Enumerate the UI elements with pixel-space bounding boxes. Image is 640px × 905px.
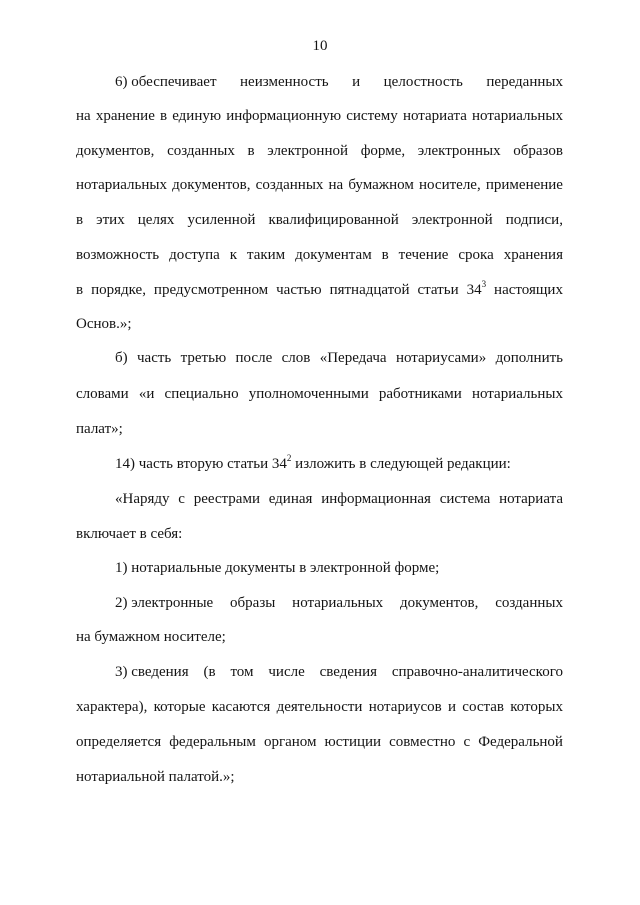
text-line: в этих целях усиленной квалифицированной электронной подписи, [76,212,563,228]
text-line: палат»; [76,421,123,437]
text-line: нотариальных документов, созданных на бумажном носителе, применение [76,177,563,193]
text-line: 2) электронные образы нотариальных документов, созданных [115,595,563,611]
text-line: 3) сведения (в том числе сведения справочно-аналитического [115,664,563,680]
text-line: 6) обеспечивает неизменность и целостность переданных [115,74,563,90]
text-line: б) часть третью после слов «Передача нотариусами» дополнить [115,350,563,366]
text-line: включает в себя: [76,526,183,542]
text-line: документов, созданных в электронной форме, электронных образов [76,143,563,159]
text-line: 14) часть вторую статьи $34^2$ изложить в следующей редакции: [115,453,511,472]
text-line: Основ.»; [76,316,132,332]
text-line: возможность доступа к таким документам в течение срока хранения [76,247,563,263]
text-line: на бумажном носителе; [76,629,226,645]
text-line: определяется федеральным органом юстиции совместно с Федеральной [76,734,563,750]
text-line: характера), которые касаются деятельности нотариусов и состав которых [76,699,563,715]
text-line: «Наряду с реестрами единая информационная система нотариата [115,491,563,507]
text-line: нотариальной палатой.»; [76,769,235,785]
text-line: в порядке, предусмотренном частью пятнадцатой статьи $34^3$ настоящих [76,279,563,298]
page-number: 10 [312,38,328,54]
text-line: на хранение в единую информационную систему нотариата нотариальных [76,108,563,124]
text-line: словами «и специально уполномоченными работниками нотариальных [76,386,563,402]
text-line: 1) нотариальные документы в электронной форме; [115,560,440,576]
